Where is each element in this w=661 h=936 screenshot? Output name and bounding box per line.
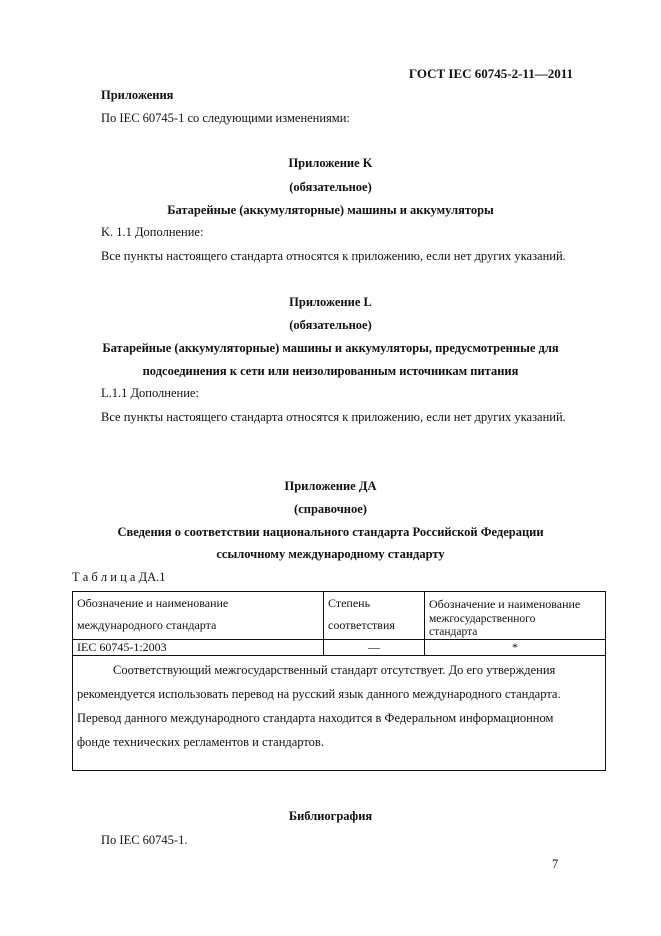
annex-da-title: Приложение ДА xyxy=(284,479,377,493)
table-header-cell xyxy=(425,592,606,640)
table-cell-degree: — xyxy=(324,640,425,656)
table-label: Т а б л и ц а ДА.1 xyxy=(72,570,166,584)
note-line: рекомендуется использовать перевод на русский язык данного международного стандарта. xyxy=(77,687,561,701)
annex-l-subtitle-line2: подсоединения к сети или неизолированным источникам питания xyxy=(142,364,519,378)
table-row xyxy=(73,640,606,656)
bibliography-text: По IEC 60745-1. xyxy=(101,833,188,847)
annex-k-clause: K. 1.1 Дополнение: xyxy=(101,225,204,239)
annex-k-subtitle: Батарейные (аккумуляторные) машины и аккумуляторы xyxy=(167,203,494,217)
annex-l-clause: L.1.1 Дополнение: xyxy=(101,386,199,400)
annex-l-title: Приложение L xyxy=(289,295,372,309)
annex-k-text: Все пункты настоящего стандарта относятся к приложению, если нет других указаний. xyxy=(101,249,566,263)
bibliography-title: Библиография xyxy=(288,809,373,823)
annex-k-title: Приложение K xyxy=(288,156,373,170)
appendices-intro-text: По IEC 60745-1 со следующими изменениями: xyxy=(101,111,350,125)
table-note-row xyxy=(73,656,606,771)
page-number: 7 xyxy=(552,857,559,871)
appendices-heading: Приложения xyxy=(101,88,174,102)
table-note xyxy=(73,656,606,771)
annex-k-status: (обязательное) xyxy=(289,180,372,194)
table-cell-standard: IEC 60745-1:2003 xyxy=(73,640,324,656)
document-code: ГОСТ IEC 60745-2-11—2011 xyxy=(408,66,573,81)
table-header-cell xyxy=(324,592,425,640)
header-line: межгосударственного xyxy=(429,613,536,625)
annex-da-subtitle-line2: ссылочному международному стандарту xyxy=(216,547,445,561)
annex-l-status: (обязательное) xyxy=(289,318,372,332)
header-line: соответствия xyxy=(328,618,395,632)
table-header-cell xyxy=(73,592,324,640)
header-line: Обозначение и наименование xyxy=(77,596,229,610)
correspondence-table xyxy=(72,591,606,771)
table-header-row xyxy=(73,592,606,640)
annex-da-subtitle-line1: Сведения о соответствии национального стандарта Российской Федерации xyxy=(117,525,544,539)
annex-l-text: Все пункты настоящего стандарта относятся к приложению, если нет других указаний. xyxy=(101,410,566,424)
header-line: стандарта xyxy=(429,626,478,638)
note-line: фонде технических регламентов и стандартов. xyxy=(77,735,324,749)
annex-da-status: (справочное) xyxy=(294,502,367,516)
header-line: международного стандарта xyxy=(77,618,217,632)
note-line: Перевод данного международного стандарта находится в Федеральном информационном xyxy=(77,711,554,725)
annex-l-subtitle-line1: Батарейные (аккумуляторные) машины и аккумуляторы, предусмотренные для xyxy=(102,341,559,355)
table-cell-interstate: * xyxy=(425,640,606,656)
note-line: Соответствующий межгосударственный стандарт отсутствует. До его утверждения xyxy=(113,663,556,677)
header-line: Степень xyxy=(328,596,371,610)
header-line: Обозначение и наименование xyxy=(429,597,581,611)
